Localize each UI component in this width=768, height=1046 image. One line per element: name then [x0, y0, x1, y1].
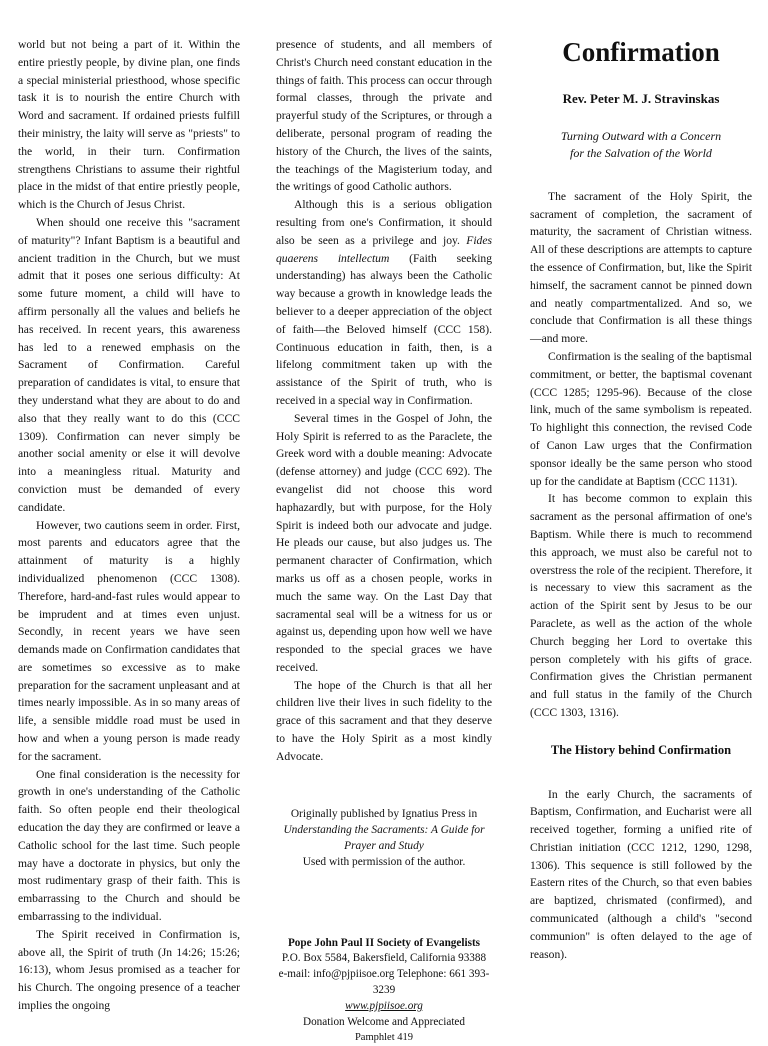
- society-info: [276, 936, 492, 1046]
- subtitle-line: for the Salvation of the World: [570, 145, 712, 160]
- paragraph-text: (Faith seeking understanding) has always been the Catholic way because a growth in knowledge leads the believer to a deeper appreciation of the object of faith—the Beloved himself (CCC 158). Continuous education in faith, then, is a lifelong commitment taken up with the assistance of the Spirit of truth, who is received in a special way in Confirmation.: [276, 251, 493, 407]
- society-contact: e-mail: info@pjpiisoe.org Telephone: 661 393-3239: [278, 968, 490, 997]
- paragraph: Confirmation is the sealing of the baptismal commitment, or better, the baptismal covenant (CCC 1285; 1295-96). Because of the close link, much of the same symbolism is repeated. To highlight this connection, the revised Code of Canon Law urges that the Confirmation sponsor ideally be the same person who stood up for the candidate at Baptism (CCC 1131).: [530, 349, 752, 488]
- latin-phrase: Fides quaerens intellectum: [276, 233, 492, 265]
- publication-note: [276, 806, 492, 870]
- column-right: [530, 36, 752, 963]
- subtitle: [530, 128, 752, 162]
- paragraph: The hope of the Church is that all her children live their lives in such fidelity to the grace of this sacrament and that they deserve to have the Holy Spirit as a most kindly Advocate.: [276, 678, 492, 763]
- note-line: Used with permission of the author.: [302, 855, 466, 868]
- paragraph: [276, 196, 492, 410]
- society-name: Pope John Paul II Society of Evangelists: [287, 936, 481, 949]
- paragraph: world but not being a part of it. Within the entire priestly people, by divine plan, one finds a special ministerial priesthood, whose specific task it is to nourish the entire Church with Word and sacrament. If ordained priests fulfill their ministry, the laity will serve as "priests" to the world, in their turn. Confirmation strengthens Christians to assume their rightful place in the midst of that entire priestly people, which is the Church of Jesus Christ.: [18, 38, 240, 212]
- paragraph: In the early Church, the sacraments of Baptism, Confirmation, and Eucharist were all received together, forming a unified rite of Christian initiation (CCC 1212, 1290, 1298, 1306). This sequence is still followed by the Eastern rites of the Church, so that even babies are baptized, chrismated (confirmed), and communicated (although a child's "second communion" is often delayed to the age of reason).: [530, 787, 752, 961]
- book-title: Understanding the Sacraments: A Guide for Prayer and Study: [283, 823, 485, 852]
- column-middle: [276, 36, 492, 1046]
- author-name: Rev. Peter M. J. Stravinskas: [562, 91, 720, 106]
- paragraph: The sacrament of the Holy Spirit, the sacrament of completion, the sacrament of maturity, the sacrament of Christian witness. All of these descriptions are attempts to capture the essence of Confirmation, but, like the Spirit himself, the sacrament cannot be pinned down and neatly compartmentalized. And so, we conclude that Confirmation is all these things—and more.: [530, 189, 752, 346]
- pamphlet-number: Pamphlet 419: [354, 1032, 414, 1044]
- subtitle-line: Turning Outward with a Concern: [560, 128, 722, 143]
- paragraph-text: Although this is a serious obligation resulting from one's Confirmation, it should also be seen as a privilege and joy.: [276, 198, 492, 247]
- paragraph: Several times in the Gospel of John, the Holy Spirit is referred to as the Paraclete, the Greek word with a double meaning: Advocate (defense attorney) and judge (CCC 692). The evangelist did not choose this word haphazardly, but with purpose, for the Holy Spirit is indeed both our advocate and judge. He pleads our cause, but also judges us. The permanent character of Confirmation, which marks us off as a chosen people, works in much the same way. On the Last Day that sacramental seal will be a witness for us or against us, depending upon how well we have responded to the special graces we have received.: [276, 411, 492, 674]
- society-website-link[interactable]: www.pjpiisoe.org: [345, 999, 423, 1012]
- page-title: Confirmation: [562, 37, 720, 67]
- section-heading: The History behind Confirmation: [550, 742, 732, 757]
- paragraph: The Spirit received in Confirmation is, above all, the Spirit of truth (Jn 14:26; 15:26; 16:13), whom Jesus promised as a teacher for his Church. The ongoing presence of a teacher implies the ongoing: [18, 927, 240, 1013]
- society-address: P.O. Box 5584, Bakersfield, California 93388: [281, 952, 487, 965]
- paragraph: One final consideration is the necessity for growth in one's understanding of the Catholic faith. So often people end their theological education the day they are confirmed or leave a Catholic school for the last time. Such people may have a doctorate in physics, but only the most rudimentary grasp of their faith. This is embarrassing to the Church and should be embarrassing to the individual.: [18, 767, 240, 924]
- society-donation: Donation Welcome and Appreciated: [303, 1015, 465, 1028]
- paragraph: It has become common to explain this sacrament as the personal affirmation of one's Baptism. While there is much to recommend this approach, we must also be careful not to overstress the role of the recipient. Therefore, it is necessary to view this sacrament as the action of the Spirit sent by Jesus to be our Paraclete, as well as the action of the whole Church begging her Lord to overtake this person completely with his gifts of grace. Confirmation gives the Christian permanent and full status in the family of the Church (CCC 1303, 1316).: [530, 492, 752, 719]
- paragraph: presence of students, and all members of Christ's Church need constant education in the things of faith. This process can occur through formal classes, through the private and prayerful study of the Scriptures, or through a deliberate, personal program of reading the history of the Church, the lives of the saints, the teachings of the Magisterium today, and the writings of good Catholic authors.: [276, 38, 492, 194]
- note-line: Originally published by Ignatius Press in: [290, 807, 478, 820]
- paragraph: However, two cautions seem in order. First, most parents and educators agree that the attainment of maturity is a highly individualized phenomenon (CCC 1308). Therefore, hard-and-fast rules would appear to be imprudent and at times even unjust. Secondly, in recent years we have seen demands made on Confirmation candidates that are sometimes so excessive as to make preparation for the sacrament unpleasant and at times nearly impossible. As in so many areas of life, a sensible middle road must be used in how and when a young person is made ready for the sacrament.: [18, 518, 240, 763]
- column-left: [18, 36, 240, 1015]
- paragraph: When should one receive this "sacrament of maturity"? Infant Baptism is a beautiful and ancient tradition in the Church, but we must admit that it poses one serious difficulty: At some future moment, a child will have to affirm personally all the values and beliefs he has received. In recent years, this awareness has led to a renewed emphasis on the Sacrament of Confirmation. Careful preparation of candidates is vital, to ensure that they understand what they are about to do and also that they really want to do this (CCC 1309). Confirmation can never simply be another social amenity or else it will devolve into a meaningless ritual. Maturity and conviction must be demanded of every candidate.: [18, 215, 240, 514]
